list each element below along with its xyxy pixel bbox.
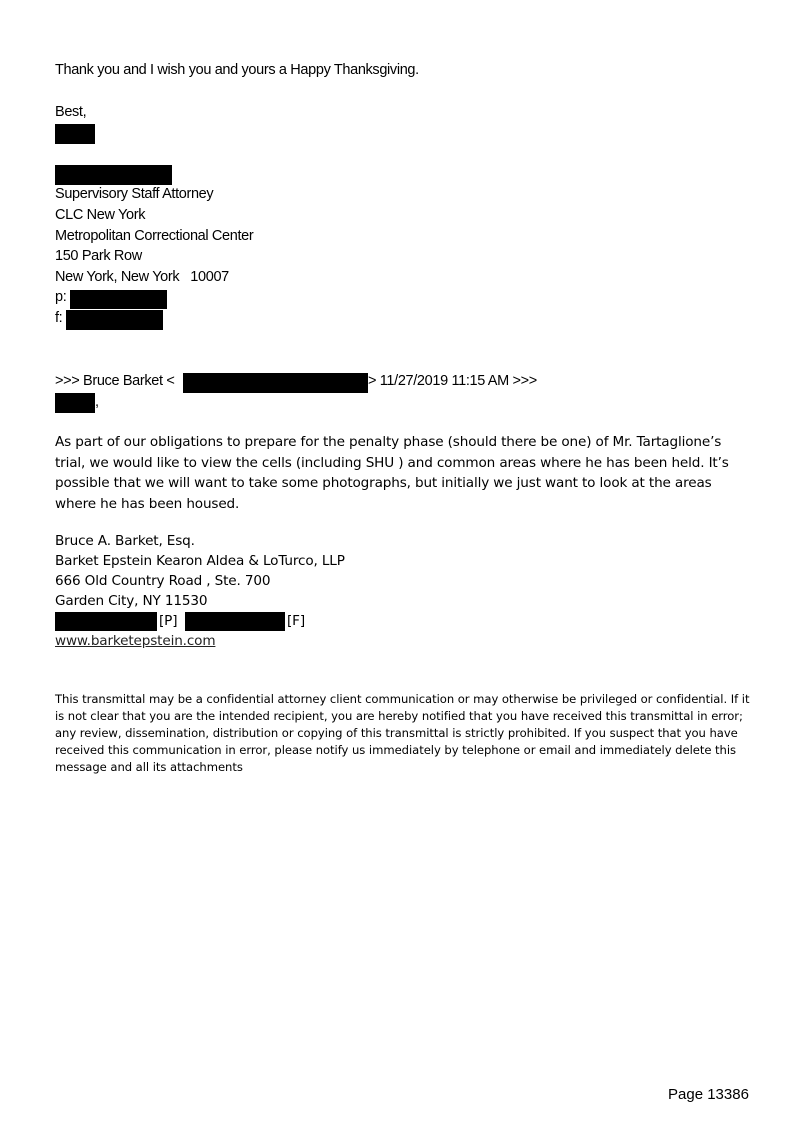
quoted-paragraph: As part of our obligations to prepare for the penalty phase (should there be one) of Mr. Tartaglione’s trial, we would like to view the cells (including SHU ) and common areas where he has been held. It’s possible that we will want to take some photographs, but initially we just want to look at the areas where he has been housed. <box>55 434 729 512</box>
sender-name: Bruce A. Barket, Esq. <box>55 533 195 549</box>
signature-street: 150 Park Row <box>55 248 142 264</box>
quoted-header-prefix: >>> Bruce Barket < <box>55 373 175 389</box>
phone-tag: [P] <box>159 613 178 629</box>
phone-label: p: <box>55 289 67 305</box>
signature-city: New York, New York 10007 <box>55 269 229 285</box>
redaction-block <box>183 373 368 393</box>
signature-office: CLC New York <box>55 207 146 223</box>
signature-facility: Metropolitan Correctional Center <box>55 228 254 244</box>
redaction-block <box>66 310 163 330</box>
closing-text: Best, <box>55 104 87 120</box>
website-link[interactable]: www.barketepstein.com <box>55 633 216 649</box>
sender-street: 666 Old Country Road , Ste. 700 <box>55 573 271 589</box>
fax-label: f: <box>55 310 63 326</box>
redaction-block <box>55 165 172 185</box>
redaction-block <box>70 290 167 309</box>
redaction-block <box>55 393 95 413</box>
sender-city: Garden City, NY 11530 <box>55 593 208 609</box>
page-number: Page 13386 <box>668 1086 749 1103</box>
salutation-comma: , <box>95 394 99 410</box>
signature-title: Supervisory Staff Attorney <box>55 186 214 202</box>
fax-tag: [F] <box>287 613 305 629</box>
greeting-line: Thank you and I wish you and yours a Happy Thanksgiving. <box>55 62 419 78</box>
quoted-header-suffix: > 11/27/2019 11:15 AM >>> <box>368 373 537 389</box>
confidentiality-disclaimer: This transmittal may be a confidential attorney client communication or may otherwise be privileged or confidential. If it is not clear that you are the intended recipient, you are hereby notified that you have received this transmittal in error; any review, dissemination, distribution or copying of this transmittal is strictly prohibited. If you suspect that you have received this communication in error, please notify us immediately by telephone or email and immediately delete this message and all its attachments <box>55 692 750 774</box>
redaction-block <box>55 124 95 144</box>
sender-firm: Barket Epstein Kearon Aldea & LoTurco, LLP <box>55 553 345 569</box>
redaction-block <box>185 612 285 631</box>
redaction-block <box>55 612 157 631</box>
